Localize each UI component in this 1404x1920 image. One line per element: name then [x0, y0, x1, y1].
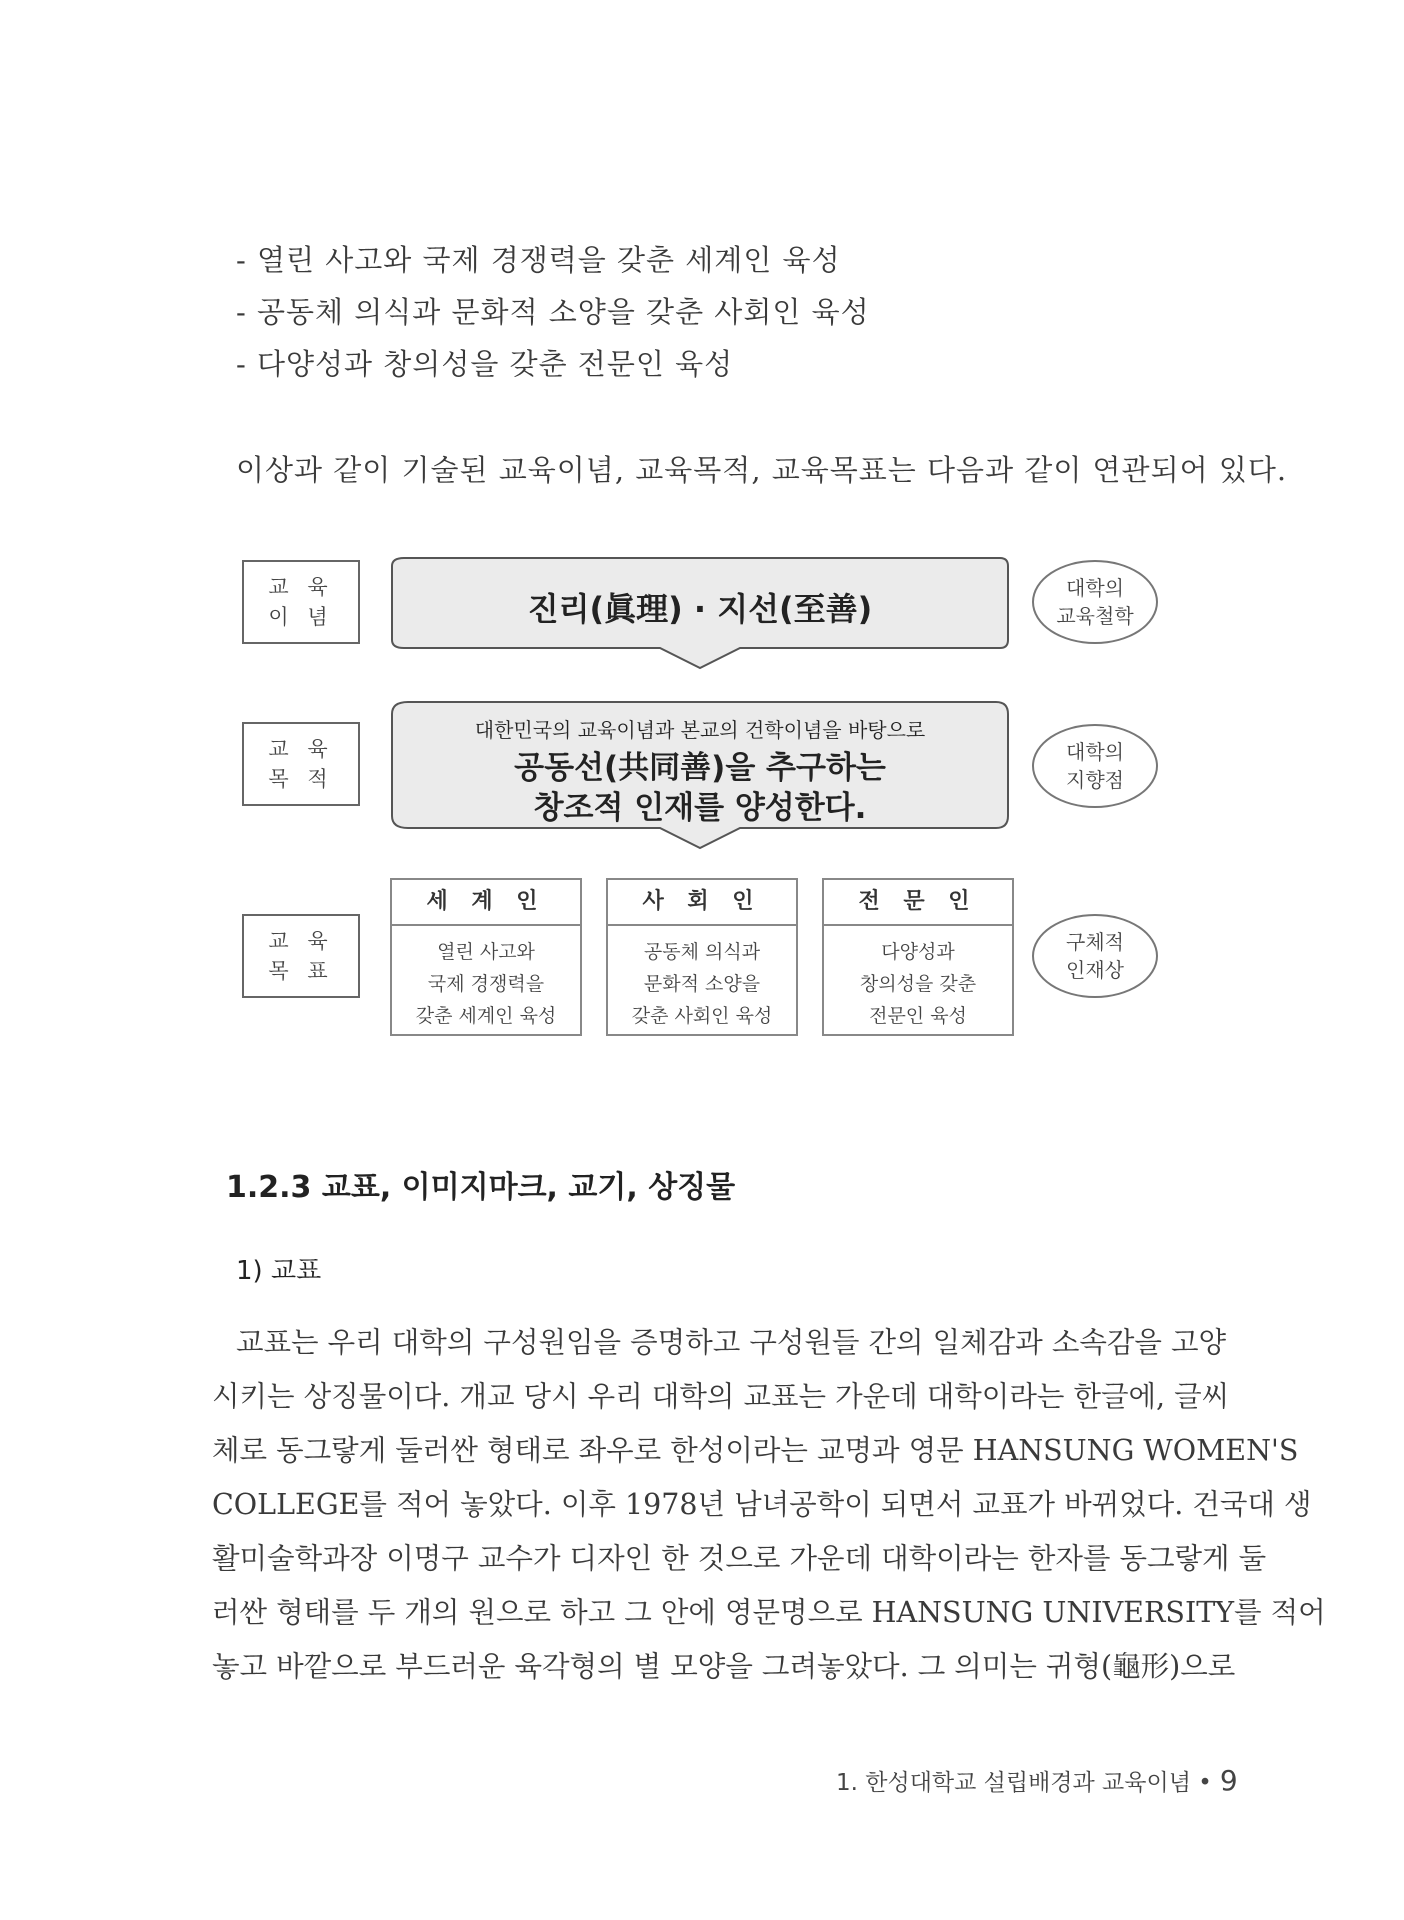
oval-line: 인재상 [1066, 958, 1124, 982]
paragraph-line: 놓고 바깥으로 부드러운 육각형의 별 모양을 그려놓았다. 그 의미는 귀형(龜形)으로 [212, 1650, 1236, 1683]
paragraph-line: 러싼 형태를 두 개의 원으로 하고 그 안에 영문명으로 HANSUNG UNIVERSITY를 적어 [212, 1596, 1326, 1629]
goal-box-global [390, 878, 582, 1036]
oval-line: 대학의 [1066, 740, 1124, 764]
oval-talent [1032, 914, 1158, 998]
row-label-goals [242, 914, 360, 998]
paragraph-line: 교표는 우리 대학의 구성원임을 증명하고 구성원들 간의 일체감과 소속감을 고양 [236, 1326, 1227, 1359]
footer-chapter: 1. 한성대학교 설립배경과 교육이념 • [836, 1770, 1212, 1796]
paragraph-line: COLLEGE를 적어 놓았다. 이후 1978년 남녀공학이 되면서 교표가 바뀌었다. 건국대 생 [212, 1488, 1312, 1521]
purpose-line-3: 창조적 인재를 양성한다. [533, 790, 867, 826]
oval-line: 지향점 [1066, 768, 1124, 792]
row-label-purpose [242, 722, 360, 806]
paragraph-line: 활미술학과장 이명구 교수가 디자인 한 것으로 가운데 대학이라는 한자를 동그랗게 둘 [212, 1542, 1267, 1575]
paragraph-line: 시키는 상징물이다. 개교 당시 우리 대학의 교표는 가운데 대학이라는 한글에, 글씨 [212, 1380, 1230, 1413]
subsection-heading: 1) 교표 [236, 1256, 322, 1286]
row-label-ideology [242, 560, 360, 644]
page-number: 9 [1219, 1764, 1238, 1797]
goal-line: 갖춘 사회인 육성 [631, 1005, 773, 1027]
goal-line: 전문인 육성 [869, 1005, 967, 1027]
goal-body [824, 926, 1012, 1032]
goal-line: 창의성을 갖춘 [859, 973, 977, 995]
oval-line: 구체적 [1066, 930, 1124, 954]
goal-line: 다양성과 [881, 941, 955, 963]
label-line: 교 육 [268, 575, 334, 599]
label-line: 교 육 [268, 929, 334, 953]
goal-line: 국제 경쟁력을 [427, 973, 545, 995]
bullet-item: - 열린 사고와 국제 경쟁력을 갖춘 세계인 육성 [236, 243, 841, 277]
label-line: 이 념 [268, 605, 334, 629]
goal-line: 갖춘 세계인 육성 [415, 1005, 557, 1027]
goal-line: 공동체 의식과 [643, 941, 761, 963]
oval-line: 대학의 [1066, 576, 1124, 600]
bullet-item: - 다양성과 창의성을 갖춘 전문인 육성 [236, 347, 734, 381]
ideology-text: 진리(眞理) · 지선(至善) [527, 590, 873, 628]
intro-text: 이상과 같이 기술된 교육이념, 교육목적, 교육목표는 다음과 같이 연관되어 있다. [236, 453, 1288, 487]
label-line: 목 적 [268, 767, 334, 791]
goal-box-professional [822, 878, 1014, 1036]
goal-body [608, 926, 796, 1032]
page-footer [836, 1764, 1238, 1797]
goal-title: 전 문 인 [824, 880, 1012, 926]
goal-title: 세 계 인 [392, 880, 580, 926]
bullet-item: - 공동체 의식과 문화적 소양을 갖춘 사회인 육성 [236, 295, 870, 329]
oval-orientation [1032, 724, 1158, 808]
section-heading: 1.2.3 교표, 이미지마크, 교기, 상징물 [226, 1170, 736, 1205]
goal-line: 문화적 소양을 [643, 973, 761, 995]
label-line: 교 육 [268, 737, 334, 761]
paragraph-line: 체로 동그랗게 둘러싼 형태로 좌우로 한성이라는 교명과 영문 HANSUNG WOMEN'S [212, 1434, 1299, 1467]
oval-line: 교육철학 [1056, 604, 1134, 628]
goal-box-social [606, 878, 798, 1036]
goal-body [392, 926, 580, 1032]
goal-title: 사 회 인 [608, 880, 796, 926]
purpose-line-2: 공동선(共同善)을 추구하는 [514, 750, 886, 786]
goal-line: 열린 사고와 [437, 941, 535, 963]
purpose-line-1: 대한민국의 교육이념과 본교의 건학이념을 바탕으로 [474, 718, 926, 742]
oval-philosophy [1032, 560, 1158, 644]
label-line: 목 표 [268, 959, 334, 983]
